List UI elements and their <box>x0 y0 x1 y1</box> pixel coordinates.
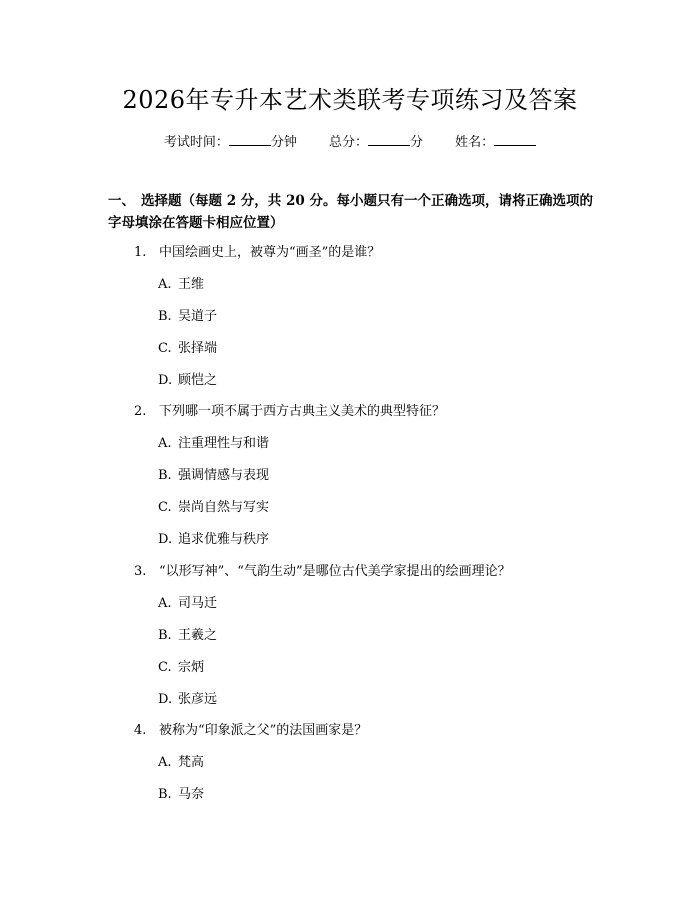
exam-time-label: 考试时间： <box>163 135 229 150</box>
option-letter: D. <box>158 373 173 388</box>
section-heading-line-2: 字母填涂在答题卡相应位置） <box>108 215 284 231</box>
question-text: “以形写神”、“气韵生动”是哪位古代美学家提出的绘画理论？ <box>159 564 511 579</box>
question-number: 1. <box>134 245 147 260</box>
option-text: 张择端 <box>178 341 218 356</box>
question-3 <box>134 563 511 581</box>
option-text: 马奈 <box>178 787 205 802</box>
section-heading-line-1 <box>108 190 593 212</box>
question-number: 2. <box>134 404 147 419</box>
question-text: 被称为“印象派之父”的法国画家是？ <box>159 723 368 738</box>
question-number: 3. <box>134 564 147 579</box>
option-letter: B. <box>158 628 172 643</box>
name-field <box>455 133 536 152</box>
question-1-option-b <box>158 308 217 326</box>
total-score-label: 总分： <box>328 135 368 150</box>
option-text: 强调情感与表现 <box>178 468 270 483</box>
option-text: 梵高 <box>178 755 205 770</box>
question-text: 下列哪一项不属于西方古典主义美术的典型特征？ <box>159 404 446 419</box>
exam-time-blank <box>229 133 271 146</box>
question-1 <box>134 244 380 262</box>
option-letter: C. <box>158 660 172 675</box>
question-2-option-c <box>158 499 269 517</box>
question-2-option-d <box>158 531 269 549</box>
question-1-option-c <box>158 340 217 358</box>
total-score-blank <box>368 133 410 146</box>
question-3-option-c <box>158 659 204 677</box>
section-heading-text-1: 选择题（每题 2 分，共 20 分。每小题只有一个正确选项，请将正确选项的 <box>141 193 593 209</box>
option-letter: A. <box>158 755 172 770</box>
question-4 <box>134 722 367 740</box>
option-text: 注重理性与和谐 <box>178 436 270 451</box>
option-text: 宗炳 <box>178 660 205 675</box>
option-letter: C. <box>158 341 172 356</box>
section-heading <box>108 190 593 234</box>
question-3-option-b <box>158 627 217 645</box>
question-4-option-b <box>158 786 204 804</box>
option-letter: D. <box>158 532 173 547</box>
exam-time-unit: 分钟 <box>270 135 297 150</box>
question-2 <box>134 403 445 421</box>
section-number: 一、 <box>108 193 135 209</box>
option-letter: A. <box>158 436 172 451</box>
option-text: 崇尚自然与写实 <box>178 500 270 515</box>
option-text: 张彦远 <box>178 692 218 707</box>
question-2-option-a <box>158 435 269 453</box>
question-2-option-b <box>158 467 269 485</box>
option-text: 司马迁 <box>178 596 218 611</box>
option-letter: B. <box>158 309 172 324</box>
option-text: 王羲之 <box>178 628 218 643</box>
option-letter: A. <box>158 277 172 292</box>
question-1-option-a <box>158 276 204 294</box>
name-blank <box>494 133 536 146</box>
option-text: 追求优雅与秩序 <box>178 532 270 547</box>
question-number: 4. <box>134 723 147 738</box>
option-letter: B. <box>158 468 172 483</box>
name-label: 姓名： <box>455 135 495 150</box>
question-1-option-d <box>158 372 217 390</box>
document-title: 2026年专升本艺术类联考专项练习及答案 <box>122 86 578 114</box>
option-letter: B. <box>158 787 172 802</box>
option-text: 顾恺之 <box>178 373 218 388</box>
option-letter: A. <box>158 596 172 611</box>
option-text: 王维 <box>178 277 205 292</box>
question-3-option-a <box>158 595 217 613</box>
question-3-option-d <box>158 691 217 709</box>
question-text: 中国绘画史上，被尊为“画圣”的是谁？ <box>159 245 381 260</box>
total-score-unit: 分 <box>410 135 424 150</box>
exam-meta-line <box>0 133 700 152</box>
exam-time-field <box>164 133 297 152</box>
total-score-field <box>329 133 423 152</box>
option-text: 吴道子 <box>178 309 218 324</box>
question-4-option-a <box>158 754 204 772</box>
option-letter: C. <box>158 500 172 515</box>
option-letter: D. <box>158 692 173 707</box>
